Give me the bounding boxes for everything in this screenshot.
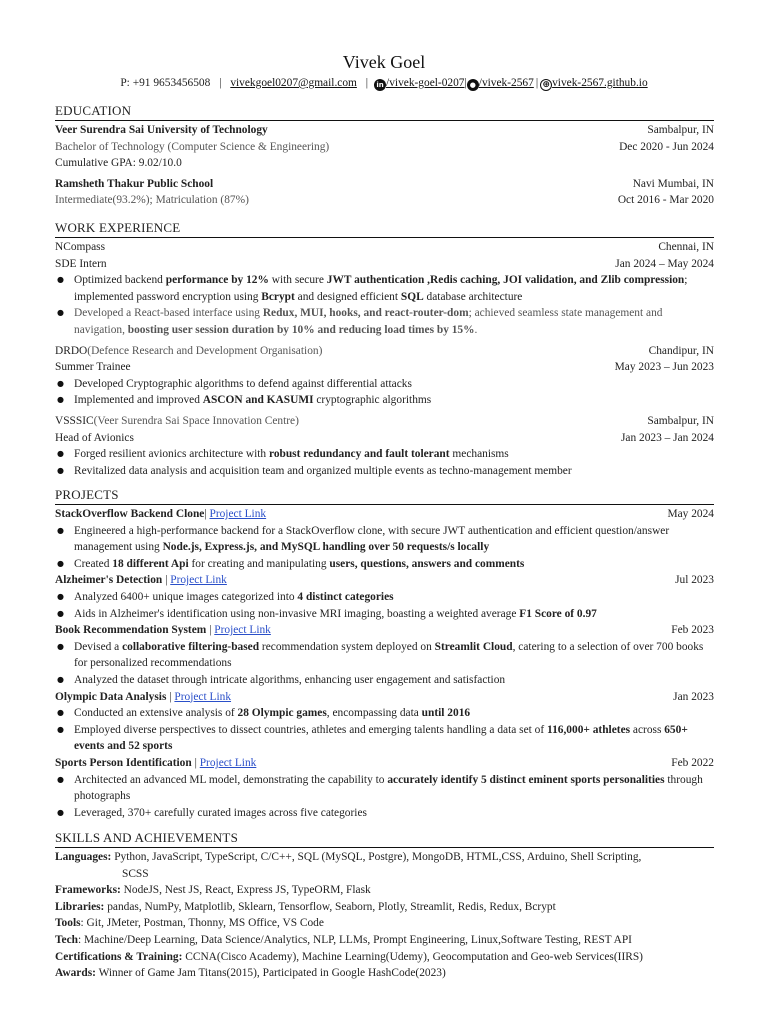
section-heading: SKILLS AND ACHIEVEMENTS <box>55 830 714 848</box>
job-dates: May 2023 – Jun 2023 <box>614 361 714 374</box>
skills-section <box>55 830 714 982</box>
project-date: Feb 2023 <box>671 624 714 637</box>
skills-tools: Tools: Git, JMeter, Postman, Thonny, MS Office, VS Code <box>55 917 324 930</box>
separator: | <box>169 690 172 703</box>
candidate-name: Vivek Goel <box>342 52 426 72</box>
project-date: May 2024 <box>667 508 714 520</box>
bullet-item: ● Devised a collaborative filtering-based recommendation system deployed on Streamlit Cloud, catering to a selection of over 700 books for personalized recommendations <box>57 639 714 672</box>
degree-text: Bachelor of Technology (Computer Science & Engineering) <box>55 140 330 153</box>
bullet-item: ● Optimized backend performance by 12% with secure JWT authentication ,Redis caching, JOI validation, and Zlib compression; implemented password encryption using Bcrypt and designed efficient SQL database architecture <box>57 272 714 305</box>
project-link[interactable]: Project Link <box>214 624 271 637</box>
skills-languages: Languages: Python, JavaScript, TypeScript, C/C++, SQL (MySQL, Postgre), MongoDB, HTML,CSS, Arduino, Shell Scripting, <box>55 851 642 863</box>
project-name: Olympic Data Analysis <box>55 690 167 703</box>
education-section <box>55 103 714 209</box>
bullet-item: ● Aids in Alzheimer's identification using non-invasive MRI imaging, boasting a weighted average F1 Score of 0.97 <box>57 606 714 623</box>
gpa-text: Cumulative GPA: 9.02/10.0 <box>55 157 182 170</box>
bullet-item: ● Created 18 different Api for creating and manipulating users, questions, answers and comments <box>57 556 714 573</box>
work-section <box>55 220 714 479</box>
bullet-item: ● Forged resilient avionics architecture with robust redundancy and fault tolerant mechanisms <box>57 446 714 463</box>
skills-awards: Awards: Winner of Game Jam Titans(2015), Participated in Google HashCode(2023) <box>55 967 446 980</box>
project-link[interactable]: Project Link <box>170 574 227 587</box>
project-link[interactable]: Project Link <box>209 508 267 520</box>
bullet-item: ● Implemented and improved ASCON and KASUMI cryptographic algorithms <box>57 392 714 409</box>
bullet-item: ● Analyzed 6400+ unique images categorized into 4 distinct categories <box>57 589 714 606</box>
project-link[interactable]: Project Link <box>174 690 232 703</box>
job-dates: Jan 2023 – Jan 2024 <box>620 431 714 444</box>
school-name: Ramsheth Thakur Public School <box>55 177 214 190</box>
bullet-item: ● Developed Cryptographic algorithms to defend against differential attacks <box>57 376 714 393</box>
project-date: Jan 2023 <box>673 690 714 703</box>
education-entry <box>55 122 714 172</box>
phone-text: P: +91 9653456508 <box>120 77 211 89</box>
email-link[interactable]: vivekgoel0207@gmail.com <box>230 77 357 89</box>
job-role: Head of Avionics <box>55 431 134 444</box>
job-location: Chandipur, IN <box>648 344 714 357</box>
job-dates: Jan 2024 – May 2024 <box>615 257 714 270</box>
school-location: Navi Mumbai, IN <box>632 177 714 190</box>
bullet-item: ● Engineered a high-performance backend for a StackOverflow clone, with secure JWT authentication and efficient question/answer management using Node.js, Express.js, and MySQL handling over 50 requests/s locally <box>57 523 714 556</box>
skills-tech: Tech: Machine/Deep Learning, Data Science/Analytics, NLP, LLMs, Prompt Engineering, Linux,Software Testing, REST API <box>55 933 632 946</box>
github-icon: ● <box>467 79 479 91</box>
skills-certifications: Certifications & Training: CCNA(Cisco Academy), Machine Learning(Udemy), Geocomputation and Geo-web Services(IIRS) <box>55 950 643 963</box>
separator: | <box>365 77 369 89</box>
bullet-item: ● Analyzed the dataset through intricate algorithms, enhancing user engagement and satisfaction <box>57 672 714 689</box>
projects-section <box>55 487 714 821</box>
job-entry <box>55 343 714 409</box>
job-entry <box>55 413 714 479</box>
section-heading: WORK EXPERIENCE <box>55 220 714 238</box>
skills-libraries: Libraries: pandas, NumPy, Matplotlib, Sklearn, Tensorflow, Seaborn, Plotly, Streamlit, Redis, Redux, Bcrypt <box>55 900 556 913</box>
degree-text: Intermediate(93.2%); Matriculation (87%) <box>55 194 249 207</box>
project-date: Jul 2023 <box>675 574 714 587</box>
project-name: StackOverflow Backend Clone <box>55 508 205 520</box>
contact-line <box>0 75 768 91</box>
job-location: Sambalpur, IN <box>647 414 714 427</box>
separator: | <box>219 77 222 89</box>
school-location: Sambalpur, IN <box>647 124 714 136</box>
project-date: Feb 2022 <box>671 756 714 769</box>
org-fullname: (Defence Research and Development Organisation) <box>87 344 323 357</box>
education-entry <box>55 176 714 209</box>
project-entry <box>55 689 714 755</box>
project-name: Alzheimer's Detection <box>55 574 163 587</box>
bullet-item: ● Architected an advanced ML model, demonstrating the capability to accurately identify 5 distinct eminent sports personalities through photographs <box>57 772 714 805</box>
bullet-item: ● Leveraged, 370+ carefully curated images across five categories <box>57 805 714 822</box>
bullet-item: ● Conducted an extensive analysis of 28 Olympic games, encompassing data until 2016 <box>57 705 714 722</box>
bullet-item: ● Revitalized data analysis and acquisition team and organized multiple events as techno-management member <box>57 463 714 480</box>
project-name: Book Recommendation System <box>55 624 207 637</box>
school-name: Veer Surendra Sai University of Technology <box>55 124 268 136</box>
skills-languages-cont: SCSS <box>122 867 149 880</box>
bullet-item: ● Employed diverse perspectives to dissect countries, athletes and emerging talents handling a data set of 116,000+ athletes across 650+ events and 52 sports <box>57 722 714 755</box>
org-name: VSSSIC <box>55 414 94 427</box>
section-heading: PROJECTS <box>55 487 714 505</box>
project-entry <box>55 572 714 622</box>
linkedin-icon: in <box>374 79 386 91</box>
education-dates: Dec 2020 - Jun 2024 <box>619 140 714 153</box>
job-location: Chennai, IN <box>658 241 714 253</box>
website-link[interactable]: vivek-2567.github.io <box>552 77 648 89</box>
job-entry <box>55 239 714 339</box>
separator: | <box>165 574 168 587</box>
project-entry <box>55 506 714 572</box>
bullet-item: ● Developed a React-based interface using Redux, MUI, hooks, and react-router-dom; achieved seamless state management and navigation, boosting user session duration by 10% and reducing load times by 15%. <box>57 305 714 338</box>
separator: | <box>194 756 197 769</box>
separator: | <box>535 77 539 89</box>
section-heading: EDUCATION <box>55 103 714 121</box>
separator: | <box>204 508 207 520</box>
job-role: SDE Intern <box>55 257 107 270</box>
separator: | <box>464 77 467 89</box>
project-entry <box>55 755 714 821</box>
separator: | <box>209 624 212 637</box>
globe-icon: ⊕ <box>540 79 552 91</box>
project-name: Sports Person Identification <box>55 756 192 769</box>
job-role: Summer Trainee <box>55 361 131 374</box>
org-fullname: (Veer Surendra Sai Space Innovation Centre) <box>93 414 299 427</box>
skills-frameworks: Frameworks: NodeJS, Nest JS, React, Express JS, TypeORM, Flask <box>55 884 371 897</box>
education-dates: Oct 2016 - Mar 2020 <box>617 194 714 207</box>
github-link[interactable]: /vivek-2567 <box>478 77 534 89</box>
linkedin-link[interactable]: /vivek-goel-0207 <box>386 77 465 89</box>
org-name: DRDO <box>55 344 88 357</box>
project-entry <box>55 622 714 688</box>
project-link[interactable]: Project Link <box>199 756 257 769</box>
org-name: NCompass <box>55 241 105 253</box>
